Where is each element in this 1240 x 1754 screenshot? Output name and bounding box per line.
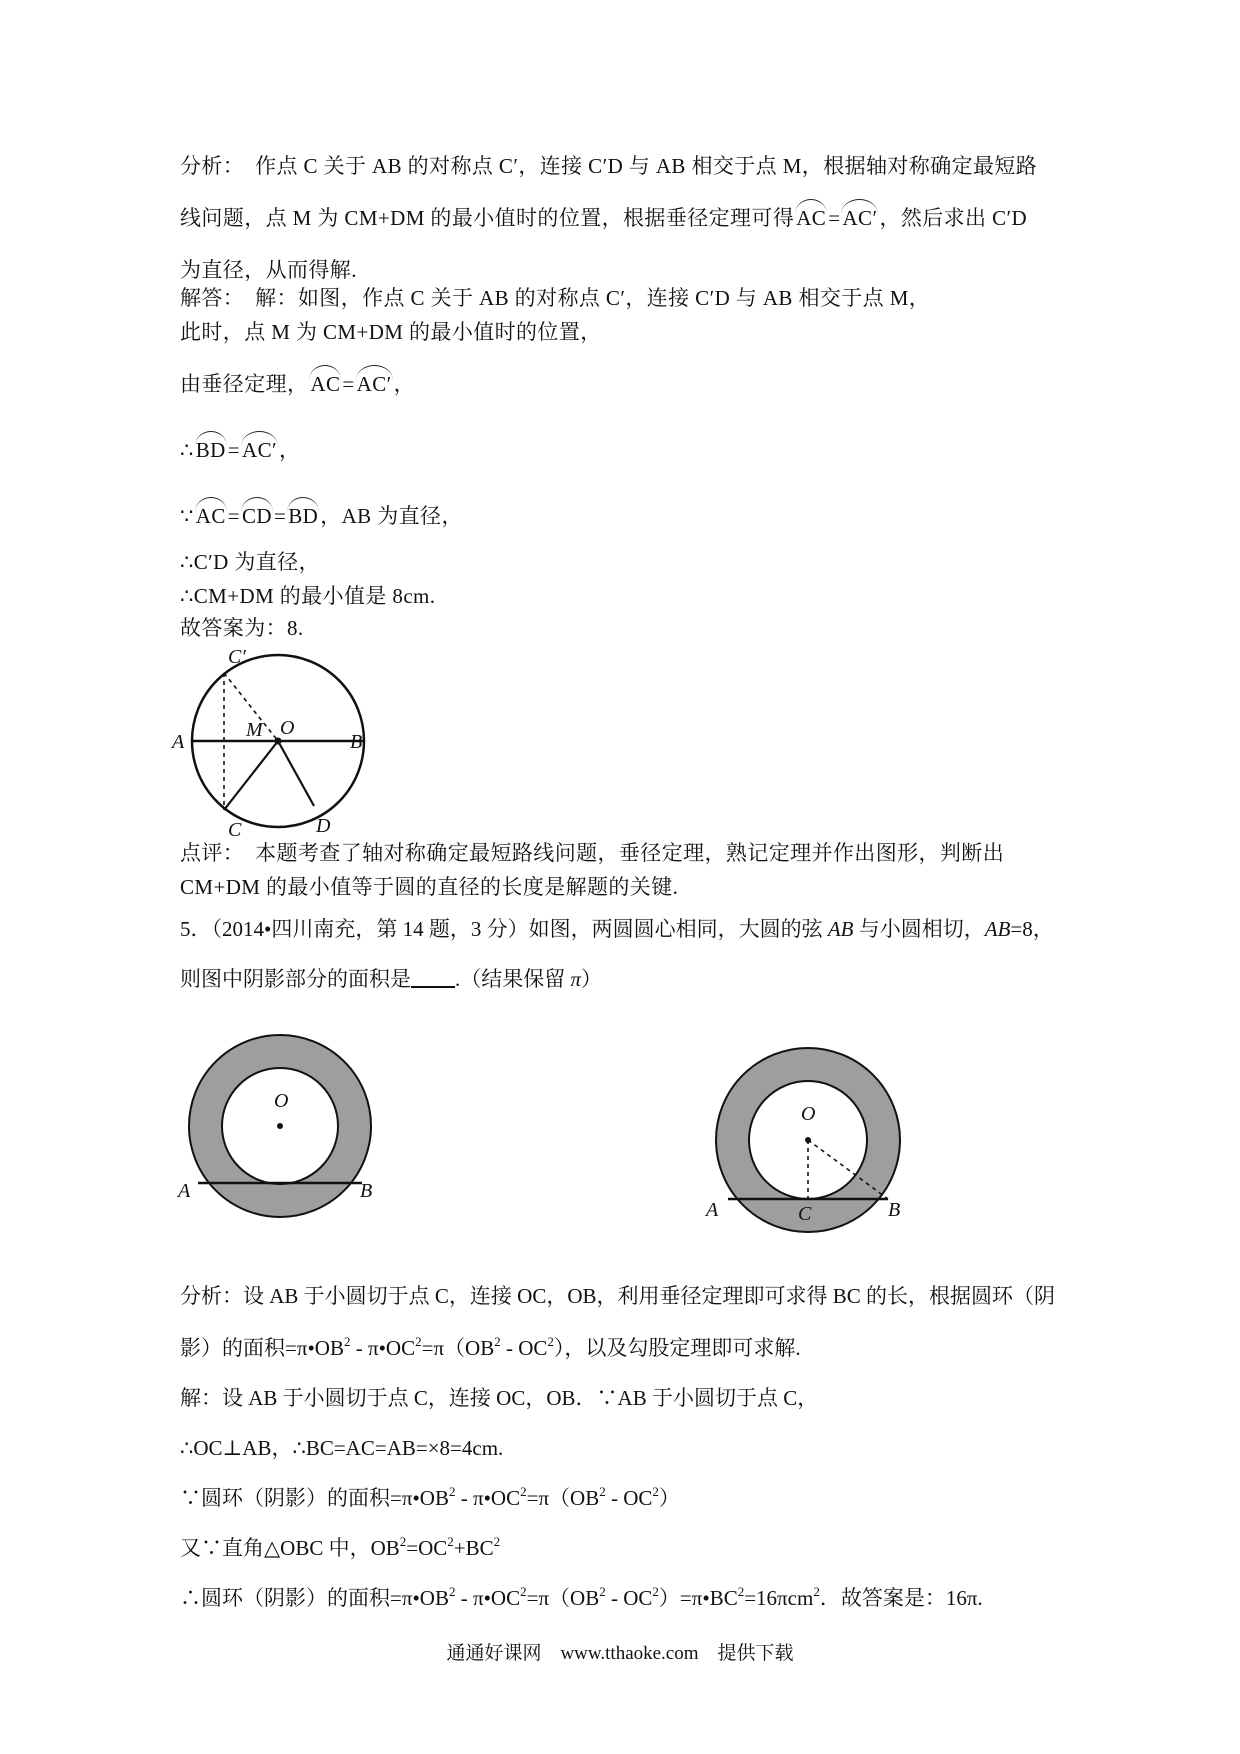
analysis-line-3: 为直径，从而得解. <box>180 258 357 282</box>
comment-line-2: CM+DM 的最小值等于圆的直径的长度是解题的关键. <box>180 875 679 899</box>
problem-5-text: =8， <box>1010 917 1054 941</box>
var-ab: AB <box>827 917 854 941</box>
superscript: 2 <box>547 1334 554 1349</box>
superscript: 2 <box>448 1484 456 1499</box>
radius-oc <box>224 741 278 810</box>
problem-5-text: 5．（2014•四川南充，第 14 题，3 分）如图，两圆圆心相同，大圆的弦 <box>180 917 828 941</box>
solution-5-line-3 <box>180 1484 680 1510</box>
formula-part: ）=π•BC <box>658 1586 738 1610</box>
analysis-line-2 <box>180 208 1027 229</box>
formula-part: 影）的面积=π•OB <box>180 1336 344 1360</box>
label-b: B <box>360 1180 373 1202</box>
page-footer: 通通好课网 www.tthaoke.com 提供下载 <box>446 1643 794 1664</box>
label-d: D <box>316 815 331 837</box>
formula-part: ） <box>658 1486 680 1510</box>
answer-line-5-tail: ，AB 为直径， <box>320 504 463 528</box>
solution-5-line-5 <box>180 1584 983 1610</box>
therefore-symbol: ∴ <box>180 438 194 462</box>
because-symbol: ∵ <box>180 504 194 528</box>
answer-line-2: 此时，点 M 为 CM+DM 的最小值时的位置， <box>180 320 602 344</box>
equals-sign: = <box>273 504 287 528</box>
arc-ac-prime: AC′ <box>356 372 392 396</box>
problem-5-line-2 <box>180 968 602 990</box>
superscript: 2 <box>599 1484 606 1499</box>
label-m: M <box>246 719 263 741</box>
formula-part: - OC <box>500 1336 548 1360</box>
annulus-diagram-1 <box>170 1035 390 1225</box>
answer-blank <box>411 968 455 988</box>
arc-ac: AC <box>195 504 226 528</box>
problem-5-line-1 <box>180 919 1054 940</box>
formula-part: ．故答案是：16π. <box>819 1586 983 1610</box>
center-point <box>277 1123 283 1129</box>
answer-line-1: 解答： 解：如图，作点 C 关于 AB 的对称点 C′，连接 C′D 与 AB 相交于点 M， <box>180 286 931 310</box>
analysis-line-2-tail: ，然后求出 C′D <box>879 206 1028 230</box>
formula-part: 又∵直角△OBC 中，OB <box>180 1536 400 1560</box>
formula-part: =π（OB <box>526 1586 600 1610</box>
problem-5-text: ） <box>581 967 603 991</box>
punct: ， <box>278 438 301 462</box>
superscript: 2 <box>493 1534 501 1549</box>
solution-5-line-1: 解：设 AB 于小圆切于点 C，连接 OC，OB．∵AB 于小圆切于点 C， <box>180 1386 819 1410</box>
label-c: C <box>798 1203 812 1225</box>
analysis-line-2-text: 线问题，点 M 为 CM+DM 的最小值时的位置，根据垂径定理可得 <box>180 206 795 230</box>
label-a: A <box>178 1180 191 1202</box>
center-point <box>805 1137 811 1143</box>
arc-bd: BD <box>288 504 319 528</box>
formula-part: =OC <box>406 1536 448 1560</box>
label-c-prime: C′ <box>228 646 246 668</box>
answer-line-3 <box>180 374 415 395</box>
superscript: 2 <box>520 1584 527 1599</box>
superscript: 2 <box>652 1584 659 1599</box>
formula-part: =π（OB <box>421 1336 495 1360</box>
superscript: 2 <box>494 1334 501 1349</box>
analysis-line-1: 分析： 作点 C 关于 AB 的对称点 C′，连接 C′D 与 AB 相交于点 M，根据轴对称确定最短路 <box>180 154 1038 178</box>
var-ab: AB <box>984 917 1011 941</box>
superscript: 2 <box>415 1334 422 1349</box>
superscript: 2 <box>813 1584 820 1599</box>
equals-sign: = <box>227 504 240 528</box>
formula-part: +BC <box>453 1536 494 1560</box>
label-o: O <box>280 717 295 739</box>
formula-part: ∴圆环（阴影）的面积=π•OB <box>180 1586 449 1610</box>
superscript: 2 <box>652 1484 659 1499</box>
label-o: O <box>801 1103 816 1125</box>
superscript: 2 <box>399 1534 407 1549</box>
formula-part: - OC <box>605 1586 653 1610</box>
punct: ， <box>393 372 416 396</box>
equals-sign: = <box>227 438 240 462</box>
arc-ac: AC <box>796 206 827 230</box>
analysis-5-line-1: 分析：设 AB 于小圆切于点 C，连接 OC，OB，利用垂径定理即可求得 BC 的长，根据圆环（阴 <box>180 1284 1056 1308</box>
label-b: B <box>350 731 363 753</box>
superscript: 2 <box>447 1534 454 1549</box>
answer-line-4 <box>180 440 300 461</box>
superscript: 2 <box>599 1584 606 1599</box>
superscript: 2 <box>343 1334 351 1349</box>
formula-part: =16πcm <box>744 1586 814 1610</box>
formula-part: =π（OB <box>526 1486 600 1510</box>
pi-symbol: π <box>570 967 582 991</box>
formula-part: - π•OC <box>455 1486 521 1510</box>
label-a: A <box>172 731 185 753</box>
superscript: 2 <box>520 1484 527 1499</box>
analysis-5-line-2 <box>180 1334 801 1360</box>
formula-part: - π•OC <box>455 1586 521 1610</box>
arc-ac: AC <box>310 372 341 396</box>
annulus-diagram-2 <box>690 1050 930 1250</box>
label-a: A <box>706 1199 719 1221</box>
arc-ac-prime: AC′ <box>842 206 878 230</box>
problem-5-text: 与小圆相切， <box>853 917 985 941</box>
arc-cd: CD <box>242 504 272 528</box>
arc-bd: BD <box>195 438 226 462</box>
problem-5-text: 则图中阴影部分的面积是 <box>180 967 411 991</box>
answer-line-5 <box>180 506 463 527</box>
formula-part: - OC <box>605 1486 653 1510</box>
label-c: C <box>228 819 242 841</box>
superscript: 2 <box>737 1584 745 1599</box>
radius-od <box>278 741 314 806</box>
equals-sign: = <box>342 372 355 396</box>
answer-line-3-text: 由垂径定理， <box>180 372 309 396</box>
answer-line-6: ∴C′D 为直径， <box>180 550 320 574</box>
solution-5-line-2: ∴OC⊥AB，∴BC=AC=AB=×8=4cm. <box>180 1436 504 1460</box>
formula-part: ），以及勾股定理即可求解. <box>553 1336 801 1360</box>
superscript: 2 <box>448 1584 456 1599</box>
solution-5-line-4 <box>180 1534 501 1560</box>
label-b: B <box>888 1199 901 1221</box>
answer-line-7: ∴CM+DM 的最小值是 8cm. <box>180 584 436 608</box>
arc-ac-prime: AC′ <box>242 438 277 462</box>
comment-line-1: 点评： 本题考查了轴对称确定最短路线问题，垂径定理，熟记定理并作出图形，判断出 <box>180 841 1005 865</box>
formula-part: ∵圆环（阴影）的面积=π•OB <box>180 1486 449 1510</box>
problem-5-text: .（结果保留 <box>455 967 571 991</box>
equals-sign: = <box>828 206 841 230</box>
formula-part: - π•OC <box>350 1336 416 1360</box>
circle-diagram-1 <box>170 640 390 840</box>
answer-line-8: 故答案为：8. <box>180 616 304 640</box>
label-o: O <box>274 1090 289 1112</box>
